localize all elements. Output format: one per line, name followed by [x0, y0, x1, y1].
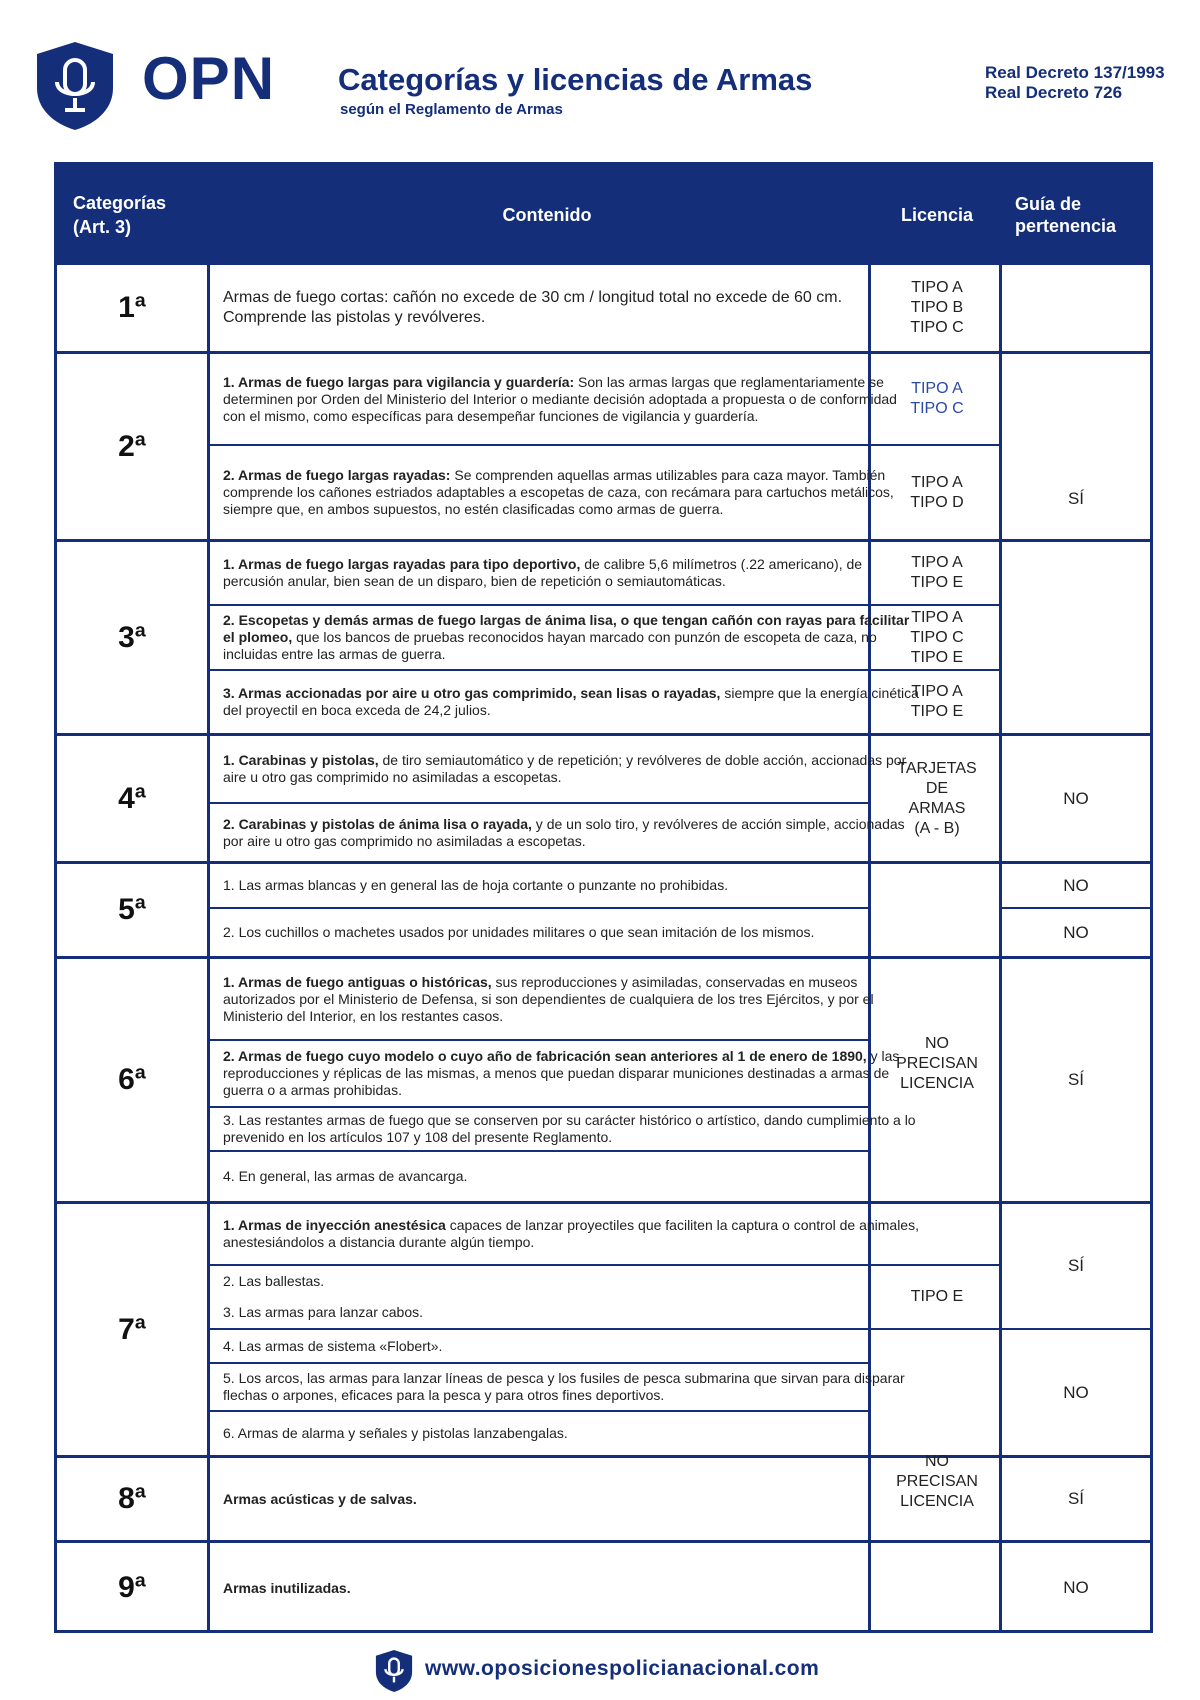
category-cell — [57, 1204, 207, 1455]
brand-name: OPN — [142, 45, 276, 112]
category-cell — [57, 265, 207, 351]
license-cell: TIPO A TIPO C TIPO E — [910, 608, 964, 666]
content-cell — [223, 959, 923, 1039]
content-text: Armas de fuego cortas: cañón no excede de 30 cm / longitud total no excede de 60 cm. Comprende las pistolas y revólveres. — [223, 289, 843, 326]
content-text: 6. Armas de alarma y señales y pistolas lanzabengalas. — [223, 1425, 568, 1441]
license-cell: TIPO A TIPO D — [910, 473, 964, 511]
guide-cell: SÍ — [1067, 1489, 1085, 1508]
guide-cell: NO — [1063, 788, 1089, 808]
content-cell — [223, 606, 923, 669]
content-cell — [223, 542, 923, 604]
weapons-table — [54, 162, 1153, 1633]
content-cell — [223, 736, 923, 802]
content-text: 1. Armas de fuego largas para vigilancia y guardería: Son las armas largas que reglamentariamente se determinen por Orden del Ministerio del Interior o mediante decisión adoptada a propuesta o de conformidad con el mismo, como específicas para desempeñar funciones de vigilancia y guardería. — [223, 373, 897, 424]
content-text: 2. Las ballestas. — [223, 1273, 325, 1289]
content-text: 1. Armas de inyección anestésica capaces de lanzar proyectiles que faciliten la captura o control de animales, anestesiándolos a distancia durante algún tiempo. — [223, 1217, 919, 1250]
content-text: 5. Los arcos, las armas para lanzar líneas de pesca y los fusiles de pesca submarina que sirvan para disparar flechas o arpones, eficaces para la pesca y para otros fines deportivos. — [223, 1370, 905, 1403]
content-text: 3. Las armas para lanzar cabos. — [223, 1304, 423, 1320]
category-cell — [57, 864, 207, 956]
category-cell — [57, 959, 207, 1201]
category-cell — [57, 736, 207, 861]
content-text: Armas acústicas y de salvas. — [223, 1490, 417, 1507]
content-cell — [223, 446, 923, 539]
page-title: Categorías y licencias de Armas — [338, 62, 813, 97]
header-categories: Categorías (Art. 3) — [73, 193, 167, 237]
website-link[interactable]: www.oposicionespolicianacional.com — [425, 1657, 820, 1680]
category-label: 7ª — [118, 1312, 146, 1346]
content-cell — [223, 909, 923, 956]
content-text: 2. Armas de fuego largas rayadas: Se comprenden aquellas armas utilizables para caza mayor. También comprende los cañones estriados adaptables a escopetas de caza, con recámara para cartuchos metálicos, siempre que, en ambos supuestos, no estén clasificadas como armas de guerra. — [223, 467, 894, 517]
category-label: 9ª — [118, 1571, 146, 1604]
content-text: 1. Carabinas y pistolas, de tiro semiautomático y de repetición; y revólveres de doble acción, accionadas por aire u otro gas comprimido no asimiladas a escopetas. — [223, 752, 907, 785]
category-label: 6ª — [118, 1063, 146, 1096]
content-text: 2. Escopetas y demás armas de fuego largas de ánima lisa, o que tengan cañón con rayas para facilitar el plomeo, que los bancos de pruebas reconocidos hayan marcado con punzón de escopeta de caza, no incluidas entre las armas de guerra. — [223, 612, 910, 662]
guide-cell: SÍ — [1067, 1070, 1085, 1089]
category-label: 3ª — [118, 620, 146, 654]
guide-cell: NO — [1063, 1382, 1089, 1402]
content-cell — [223, 1543, 923, 1633]
content-cell — [223, 354, 923, 444]
content-cell — [223, 1204, 923, 1264]
license-cell: TARJETAS DE ARMAS (A - B) — [897, 759, 977, 837]
guide-cell: SÍ — [1067, 489, 1085, 508]
table-header — [57, 165, 1150, 265]
content-cell — [223, 1108, 923, 1150]
microphone-shield-icon — [374, 1649, 414, 1693]
license-cell: TIPO A TIPO E — [910, 683, 964, 720]
guide-cell: NO — [1063, 1578, 1089, 1597]
category-label: 2ª — [118, 429, 146, 463]
content-text: 2. Carabinas y pistolas de ánima lisa o rayada, y de un solo tiro, y revólveres de acción simple, accionadas por aire u otro gas comprimido no asimiladas a escopetas. — [223, 815, 905, 849]
header-guide: Guía de pertenencia — [1015, 194, 1117, 236]
content-cell — [223, 671, 923, 733]
content-cell — [223, 1330, 923, 1362]
content-text: 3. Armas accionadas por aire u otro gas comprimido, sean lisas o rayadas, siempre que la energía cinética del proyectil en boca exceda de 24,2 julios. — [223, 685, 919, 718]
category-cell — [57, 354, 207, 539]
content-cell — [223, 1412, 923, 1455]
page-footer — [0, 1645, 1200, 1695]
license-cell: TIPO A TIPO C — [910, 380, 964, 417]
category-cell — [57, 542, 207, 733]
guide-cell: NO — [1063, 875, 1089, 895]
guide-cell: SÍ — [1067, 1256, 1085, 1275]
category-label: 8ª — [118, 1482, 146, 1515]
guide-cell: NO — [1063, 922, 1089, 942]
content-cell — [223, 1364, 923, 1410]
license-cell: TIPO A TIPO B TIPO C — [910, 279, 964, 336]
content-text: Armas inutilizadas. — [223, 1579, 351, 1596]
content-text: 3. Las restantes armas de fuego que se conserven por su carácter histórico o artístico, dando cumplimiento a lo prevenido en los artículos 107 y 108 del presente Reglamento. — [223, 1112, 916, 1145]
content-text: 1. Armas de fuego antiguas o históricas, sus reproducciones y asimiladas, conservadas en museos autorizados por el Ministerio de Defensa, si son dependientes de cualquiera de los tres Ejércitos, y por el Ministerio del Interior, en los restantes casos. — [223, 973, 874, 1024]
content-cell — [223, 864, 923, 907]
content-text: 4. Las armas de sistema «Flobert». — [223, 1337, 443, 1354]
category-label: 1ª — [118, 291, 146, 324]
category-cell — [57, 1458, 207, 1540]
category-cell — [57, 1543, 207, 1633]
content-cell — [223, 1041, 923, 1106]
column-divider — [207, 265, 210, 1633]
content-cell — [223, 1152, 923, 1201]
content-cell — [223, 1458, 923, 1540]
page-subtitle: según el Reglamento de Armas — [340, 101, 563, 118]
content-text: 2. Los cuchillos o machetes usados por unidades militares o que sean imitación de los mismos. — [223, 924, 815, 940]
content-cell — [223, 804, 923, 861]
content-cell — [223, 265, 923, 351]
content-text: 1. Las armas blancas y en general las de hoja cortante o punzante no prohibidas. — [223, 877, 729, 893]
content-text: 1. Armas de fuego largas rayadas para tipo deportivo, de calibre 5,6 milímetros (.22 americano), de percusión anular, bien sean de un disparo, bien de repetición o semiautomáticas. — [223, 556, 863, 589]
license-cell: NO PRECISAN LICENCIA — [896, 1035, 978, 1092]
license-cell: TIPO A TIPO E — [910, 554, 964, 591]
category-label: 4ª — [118, 781, 146, 815]
microphone-shield-icon — [33, 40, 117, 132]
decree-line: Real Decreto 137/1993 — [985, 63, 1165, 82]
decree-reference — [985, 63, 1165, 103]
license-cell: NO PRECISAN LICENCIA — [896, 1452, 978, 1510]
header-content: Contenido — [502, 204, 592, 225]
content-text: 2. Armas de fuego cuyo modelo o cuyo año de fabricación sean anteriores al 1 de enero de 1890, y las reproducciones y réplicas de las mismas, a menos que puedan disparar municiones destinadas a armas de guerra o a armas prohibidas. — [223, 1048, 900, 1098]
header-license: Licencia — [900, 204, 974, 225]
content-text: 4. En general, las armas de avancarga. — [223, 1168, 468, 1184]
content-cell — [223, 1266, 923, 1328]
page-header — [0, 0, 1200, 150]
license-cell: TIPO E — [910, 1288, 964, 1305]
decree-line: Real Decreto 726 — [985, 83, 1123, 102]
category-label: 5ª — [118, 893, 146, 926]
